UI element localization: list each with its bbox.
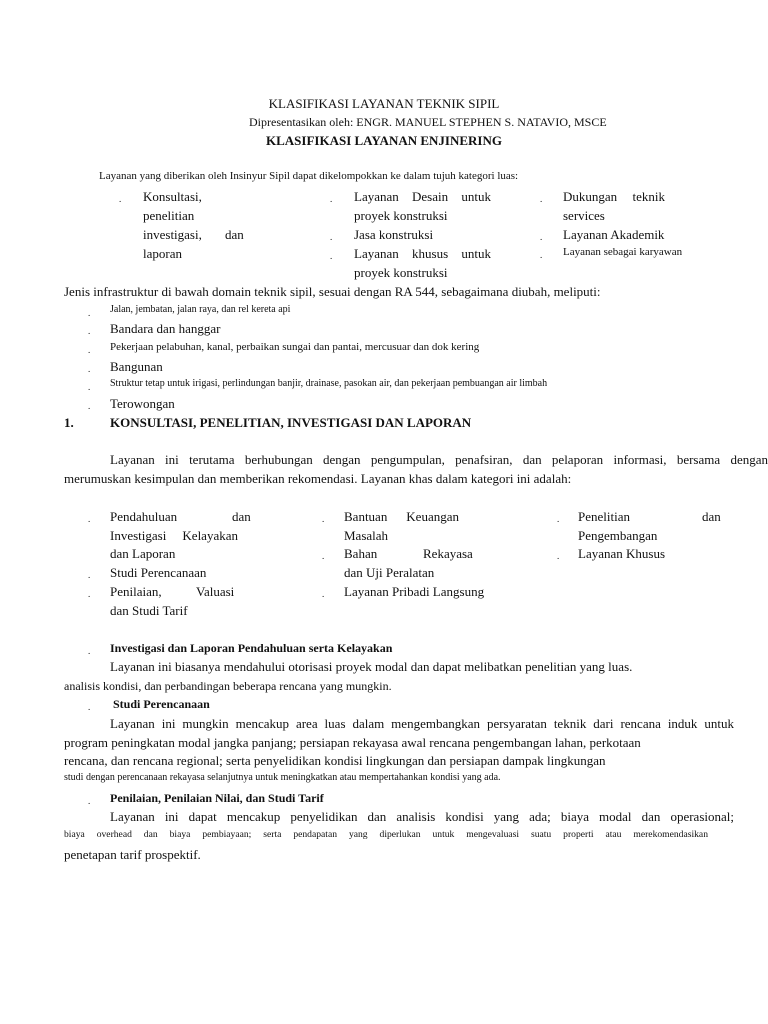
bullet: . xyxy=(322,514,325,524)
bullet: . xyxy=(330,232,333,242)
service-item-cont: Masalah xyxy=(344,528,389,543)
service-item-cont: dan Laporan xyxy=(110,546,176,561)
subsection-heading: Penilaian, Penilaian Nilai, dan Studi Tarif xyxy=(110,791,324,805)
bullet: . xyxy=(330,251,333,261)
service-item: Rekayasa xyxy=(423,546,473,561)
category-item: Jasa konstruksi xyxy=(354,227,434,242)
subsection-text: Layanan ini mungkin mencakup area luas dalam mengembangkan persyaratan teknik dari rencana induk untuk xyxy=(110,716,734,731)
subsection-text: studi dengan perencanaan rekayasa selanjutnya untuk meningkatkan atau mempertahankan kondisi yang ada. xyxy=(64,772,501,783)
document-title: KLASIFIKASI LAYANAN TEKNIK SIPIL xyxy=(268,96,500,111)
bullet: . xyxy=(88,646,91,656)
service-item-cont: dan Studi Tarif xyxy=(110,603,188,618)
infra-item: Pekerjaan pelabuhan, kanal, perbaikan sungai dan pantai, mercusuar dan dok kering xyxy=(110,341,480,353)
bullet: . xyxy=(557,551,560,561)
bullet: . xyxy=(540,250,543,260)
service-item: Layanan Pribadi Langsung xyxy=(344,584,485,599)
service-item: Penelitian xyxy=(578,509,630,524)
category-item: Layanan sebagai karyawan xyxy=(563,246,683,258)
infra-item: Terowongan xyxy=(110,396,175,411)
service-item: Pendahuluan xyxy=(110,509,178,524)
bullet: . xyxy=(330,194,333,204)
service-item: Valuasi xyxy=(196,584,235,599)
bullet: . xyxy=(557,514,560,524)
subsection-text: analisis kondisi, dan perbandingan beberapa rencana yang mungkin. xyxy=(64,679,392,693)
section-paragraph: Layanan ini terutama berhubungan dengan pengumpulan, penafsiran, dan pelaporan informasi, bersama dengan xyxy=(110,452,768,467)
category-item-cont: investigasi, xyxy=(143,227,202,242)
service-item: Layanan Khusus xyxy=(578,546,666,561)
service-item: dan xyxy=(702,509,721,524)
bullet: . xyxy=(88,796,91,806)
subsection-heading: Studi Perencanaan xyxy=(113,697,210,711)
bullet: . xyxy=(88,382,91,392)
bullet: . xyxy=(88,364,91,374)
infra-item: Bandara dan hanggar xyxy=(110,321,221,336)
section-title: KLASIFIKASI LAYANAN ENJINERING xyxy=(266,133,502,148)
category-item: Layanan khusus untuk xyxy=(354,246,491,261)
bullet: . xyxy=(88,589,91,599)
category-item-cont: dan xyxy=(225,227,244,242)
bullet: . xyxy=(322,589,325,599)
category-item: Konsultasi, xyxy=(143,189,202,204)
bullet: . xyxy=(322,551,325,561)
bullet: . xyxy=(88,401,91,411)
bullet: . xyxy=(540,232,543,242)
subsection-heading: Investigasi dan Laporan Pendahuluan serta Kelayakan xyxy=(110,641,393,655)
bullet: . xyxy=(540,194,543,204)
bullet: . xyxy=(119,194,122,204)
category-item-cont: proyek konstruksi xyxy=(354,208,448,223)
infra-item: Jalan, jembatan, jalan raya, dan rel kereta api xyxy=(110,304,291,315)
category-item-cont: laporan xyxy=(143,246,182,261)
service-item-cont: dan Uji Peralatan xyxy=(344,565,435,580)
subsection-text: Layanan ini dapat mencakup penyelidikan dan analisis kondisi yang ada; biaya modal dan operasional; xyxy=(110,809,734,824)
subsection-text: Layanan ini biasanya mendahului otorisasi proyek modal dan dapat melibatkan penelitian yang luas. xyxy=(110,659,633,674)
service-item-cont: Investigasi Kelayakan xyxy=(110,528,238,543)
service-item: dan xyxy=(232,509,251,524)
bullet: . xyxy=(88,345,91,355)
subsection-text: penetapan tarif prospektif. xyxy=(64,847,201,862)
infra-item: Bangunan xyxy=(110,359,163,374)
bullet: . xyxy=(88,702,91,712)
category-item-cont: proyek konstruksi xyxy=(354,265,448,280)
category-item-cont: penelitian xyxy=(143,208,195,223)
category-item: Layanan Akademik xyxy=(563,227,665,242)
subsection-text: rencana, dan rencana regional; serta penyelidikan kondisi lingkungan dan persiapan dampak lingkungan xyxy=(64,753,606,768)
bullet: . xyxy=(88,514,91,524)
intro-text: Layanan yang diberikan oleh Insinyur Sipil dapat dikelompokkan ke dalam tujuh kategori luas: xyxy=(99,170,519,182)
section-paragraph-cont: merumuskan kesimpulan dan memberikan rekomendasi. Layanan khas dalam kategori ini adalah: xyxy=(64,471,572,486)
infra-lead: Jenis infrastruktur di bawah domain teknik sipil, sesuai dengan RA 544, sebagaimana diubah, meliputi: xyxy=(64,284,601,299)
infra-item: Struktur tetap untuk irigasi, perlindungan banjir, drainase, pasokan air, dan pekerjaan pembuangan air limbah xyxy=(110,378,548,389)
section-number: 1. xyxy=(64,415,74,430)
bullet: . xyxy=(88,308,91,318)
service-item-cont: Pengembangan xyxy=(578,528,658,543)
bullet: . xyxy=(88,326,91,336)
service-item: Studi Perencanaan xyxy=(110,565,207,580)
category-item-cont: services xyxy=(563,208,605,223)
presenter-line: Dipresentasikan oleh: ENGR. MANUEL STEPHEN S. NATAVIO, MSCE xyxy=(249,115,607,129)
category-item: Layanan Desain untuk xyxy=(354,189,491,204)
service-item: Penilaian, xyxy=(110,584,162,599)
subsection-text: biaya overhead dan biaya pembiayaan; serta pendapatan yang diperlukan untuk mengevaluasi suatu properti atau merekomendasikan xyxy=(64,829,708,840)
subsection-text: program peningkatan modal jangka panjang; persiapan rekayasa awal rencana pengembangan lahan, perkotaan xyxy=(64,735,641,750)
service-item: Bantuan Keuangan xyxy=(344,509,459,524)
bullet: . xyxy=(88,570,91,580)
category-item: Dukungan teknik xyxy=(563,189,665,204)
section-heading: KONSULTASI, PENELITIAN, INVESTIGASI DAN LAPORAN xyxy=(110,415,472,430)
service-item: Bahan xyxy=(344,546,378,561)
